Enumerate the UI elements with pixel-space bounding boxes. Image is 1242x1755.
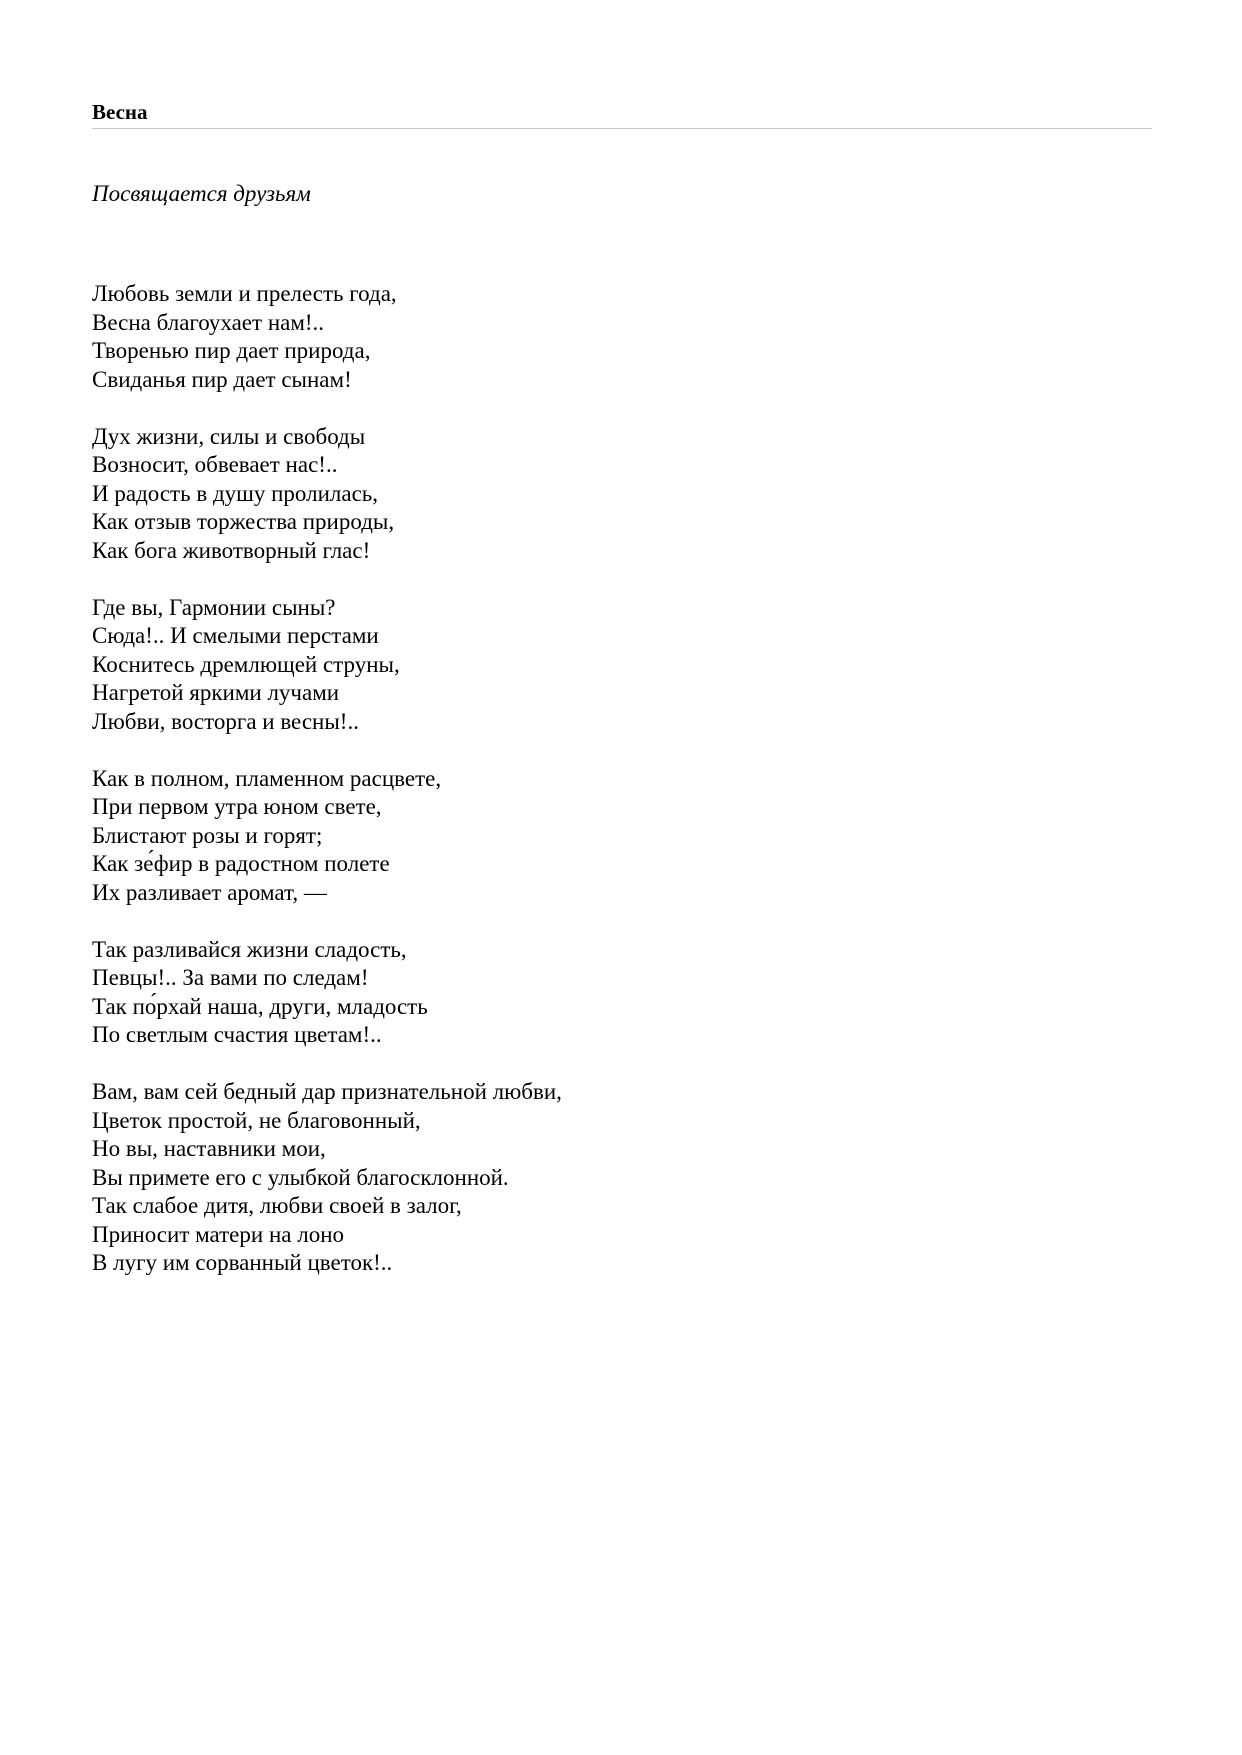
poem-line: Творенью пир дает природа, bbox=[92, 338, 371, 363]
stanza-3 bbox=[92, 594, 562, 737]
poem-line: Блистают розы и горят; bbox=[92, 822, 323, 848]
poem-line: Дух жизни, силы и свободы bbox=[92, 423, 366, 449]
poem-line: Как отзыв торжества природы, bbox=[92, 509, 395, 534]
poem-line: Приносит матери на лоно bbox=[92, 1221, 345, 1247]
title-divider bbox=[92, 128, 1152, 129]
poem-line: Сюда!.. И смелыми перстами bbox=[92, 623, 379, 648]
poem-line: И радость в душу пролилась, bbox=[92, 480, 379, 506]
dedication: Посвящается друзьям bbox=[92, 181, 311, 206]
poem-line: Коснитесь дремлющей струны, bbox=[92, 651, 400, 677]
poem-line: Нагретой яркими лучами bbox=[92, 680, 340, 705]
poem-line: Возносит, обвевает нас!.. bbox=[92, 452, 338, 477]
poem-line: В лугу им сорванный цветок!.. bbox=[92, 1250, 393, 1275]
poem-line: Вам, вам сей бедный дар признательной любви, bbox=[92, 1079, 562, 1104]
poem-line: Любовь земли и прелесть года, bbox=[92, 281, 397, 306]
stanza-6 bbox=[92, 1078, 562, 1278]
poem-line: Вы примете его с улыбкой благосклонной. bbox=[92, 1164, 509, 1190]
poem-line: Цветок простой, не благовонный, bbox=[92, 1107, 421, 1133]
poem-line: Певцы!.. За вами по следам! bbox=[92, 965, 369, 990]
poem-line: Любви, восторга и весны!.. bbox=[92, 708, 359, 734]
poem-line: По светлым счастия цветам!.. bbox=[92, 1022, 382, 1047]
poem-line: Где вы, Гармонии сыны? bbox=[92, 594, 336, 620]
poem-line: Так слабое дитя, любви своей в залог, bbox=[92, 1193, 462, 1218]
stanza-2 bbox=[92, 423, 562, 566]
poem-line: Как в полном, пламенном расцвете, bbox=[92, 765, 442, 791]
poem-body bbox=[92, 280, 562, 1306]
poem-line: Свиданья пир дает сынам! bbox=[92, 366, 352, 392]
poem-line: Но вы, наставники мои, bbox=[92, 1136, 326, 1161]
poem-line: Их разливает аромат, — bbox=[92, 879, 327, 905]
stanza-5 bbox=[92, 936, 562, 1050]
stanza-4 bbox=[92, 765, 562, 908]
poem-line: Как зе́фир в радостном полете bbox=[92, 851, 390, 876]
poem-line: Весна благоухает нам!.. bbox=[92, 309, 325, 335]
stanza-1 bbox=[92, 280, 562, 394]
poem-line: Так разливайся жизни сладость, bbox=[92, 936, 407, 962]
page-title: Весна bbox=[92, 100, 148, 124]
poem-line: При первом утра юном свете, bbox=[92, 794, 382, 819]
poem-line: Так по́рхай наша, други, младость bbox=[92, 993, 428, 1019]
poem-line: Как бога животворный глас! bbox=[92, 537, 371, 563]
